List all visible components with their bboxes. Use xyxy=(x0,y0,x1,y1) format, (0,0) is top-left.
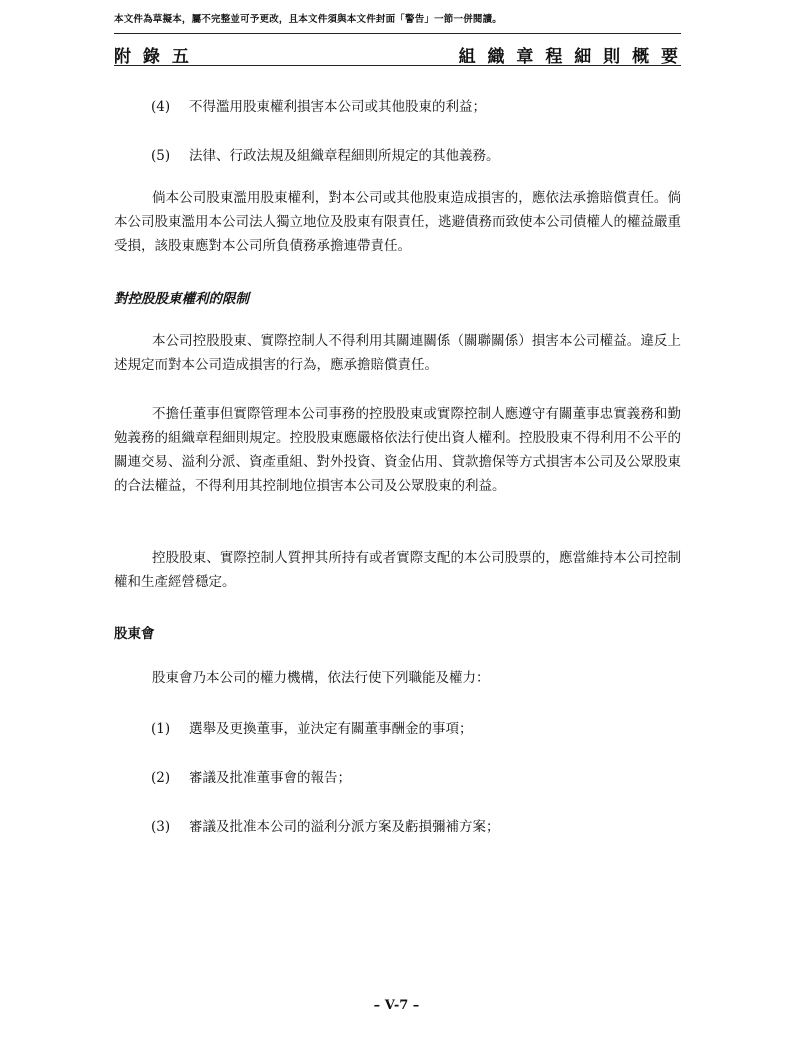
list-item-text: 審議及批准董事會的報告； xyxy=(189,770,351,786)
paragraph-de-facto-manager: 不擔任董事但實際管理本公司事務的控股股東或實際控制人應遵守有關董事忠實義務和勤勉義務的組織章程細則規定。控股股東應嚴格依法行使出資人權利。控股股東不得利用不公平的關連交易、溢利分派、資產重組、對外投資、資金佔用、貸款擔保等方式損害本公司及公眾股東的合法權益，不得利用其控制地位損害本公司及公眾股東的利益。 xyxy=(114,406,681,494)
list-item-number: (3) xyxy=(151,819,171,835)
list-item-number: (5) xyxy=(151,148,171,164)
list-item xyxy=(151,144,500,164)
section-title: 組 織 章 程 細 則 概 要 xyxy=(458,47,681,67)
paragraph-pledge: 控股股東、實際控制人質押其所持有或者實際支配的本公司股票的，應當維持本公司控制權和生產經營穩定。 xyxy=(114,550,681,590)
list-item-number: (4) xyxy=(151,99,171,115)
list-item xyxy=(151,766,351,786)
header-top-rule xyxy=(114,33,681,34)
list-item-text: 審議及批准本公司的溢利分派方案及虧損彌補方案； xyxy=(189,819,500,835)
list-item-text: 法律、行政法規及組織章程細則所規定的其他義務。 xyxy=(189,148,500,164)
paragraph-shareholder-abuse: 倘本公司股東濫用股東權利，對本公司或其他股東造成損害的，應依法承擔賠償責任。倘本公司股東濫用本公司法人獨立地位及股東有限責任，逃避債務而致使本公司債權人的權益嚴重受損，該股東應對本公司所負債務承擔連帶責任。 xyxy=(114,190,681,254)
list-item xyxy=(151,717,473,737)
list-item-number: (2) xyxy=(151,770,171,786)
list-item-text: 選舉及更換董事，並決定有關董事酬金的事項； xyxy=(189,721,473,737)
list-item xyxy=(151,815,500,835)
paragraph-meeting-powers: 股東會乃本公司的權力機構，依法行使下列職能及權力： xyxy=(152,670,490,686)
paragraph-controlling-restriction: 本公司控股股東、實際控制人不得利用其關連關係（關聯關係）損害本公司權益。違反上述規定而對本公司造成損害的行為，應承擔賠償責任。 xyxy=(114,333,681,373)
draft-warning-notice: 本文件為草擬本，屬不完整並可予更改，且本文件須與本文件封面「警告」一節一併閱讀。 xyxy=(114,14,503,25)
subheading-controlling-shareholder: 對控股股東權利的限制 xyxy=(114,291,249,307)
list-item-text: 不得濫用股東權利損害本公司或其他股東的利益； xyxy=(189,99,486,115)
subheading-shareholders-meeting: 股東會 xyxy=(114,626,155,642)
list-item-number: (1) xyxy=(151,721,171,737)
appendix-label: 附 錄 五 xyxy=(114,47,192,67)
header-bottom-rule xyxy=(114,65,681,66)
list-item xyxy=(151,95,486,115)
page-number: – V-7 – xyxy=(373,998,420,1013)
